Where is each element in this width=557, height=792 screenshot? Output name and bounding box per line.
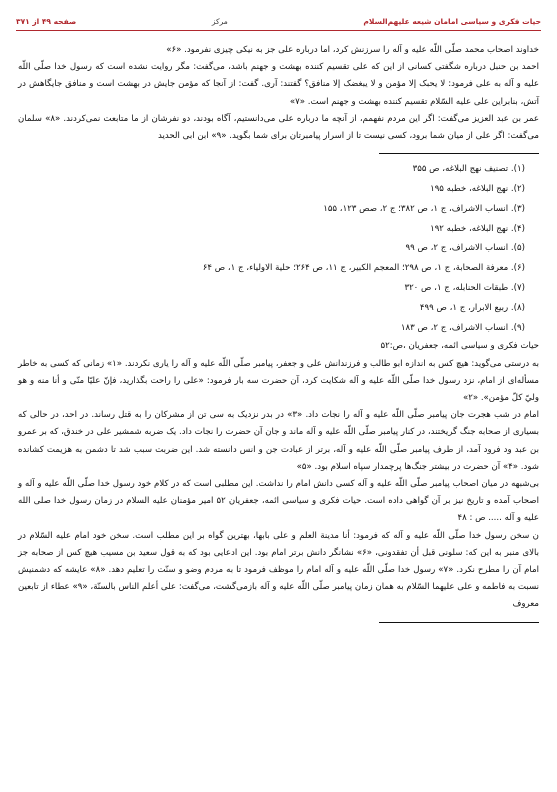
document-body — [18, 42, 539, 629]
footnote-item: (۱). تصنیف نهج البلاغه، ص ۳۵۵ — [412, 164, 525, 175]
footnote-item: (۹). انساب الاشراف، ج ۲، ص ۱۸۳ — [400, 322, 525, 333]
body-paragraph: امام در شب هجرت جان پیامبر صلّى اللّه علیه و آله را نجات داد. «۳» در بدر نزدیک به سى تن از مشرکان را به قتل رساند. در احد، در حالى که بسیارى از صحابه جنگ گریختند، در کنار پیامبر صلّى اللّه علیه و آله ماند و جان آن حضرت را نجات داد. یک ضربه شمشیر على در خندق، که بر عمرو بن عبد ود فرود آمد، از طرف پیامبر صلّى اللّه علیه و آله، برتر از عبادت جن و انس دانسته شد. این ضربت سبب شد تا دشمن به هزیمت کشانده شود. «۴» آن حضرت در بیشتر جنگ‌ها پرچمدار سپاه اسلام بود. «۵» — [18, 410, 539, 472]
page-header — [16, 14, 541, 28]
page-number: صفحه ۴۹ از ۳۷۱ — [16, 16, 77, 26]
header-divider — [16, 30, 541, 31]
footnote-item: (۸). ربیع الابرار، ج ۱، ص ۴۹۹ — [419, 302, 525, 313]
footnote-item: (۳). انساب الاشراف، ج ۱، ص ۳۸۲؛ ج ۲، صص ۱۲۳، ۱۵۵ — [323, 203, 525, 214]
footnote-divider — [379, 153, 539, 154]
body-paragraph: ن سخن رسول خدا صلّى اللّه علیه و آله که فرمود: أنا مدینة العلم و على بابها، بهترین گواه بر این مطلب است. سخن خود امام علیه السّلام در بالاى منبر به این که: سلونى قبل أن تفقدونى، «۶» نشانگر دانش برتر امام بود. این ادعایى بود که به قول سعید بن مسیب هیچ کس از صحابه جز امام آن را مطرح نکرد. «۷» رسول خدا صلّى اللّه علیه و آله امام را موظف فرمود تا به مردم وضو و سنّت را تعلیم دهد. «۸» عایشه که دشمنیش نسبت به فاطمه و على علیهما السّلام به همان زمان پیامبر صلّى اللّه علیه و آله بازمى‌گشت، مى‌گفت: على أعلم الناس بالسنّة، «۹» عطاء از تابعین معروف — [18, 530, 540, 610]
footnote-divider — [379, 622, 539, 623]
body-paragraph: عمر بن عبد العزیز مى‌گفت: اگر این مردم نفهمم، از آنچه ما درباره على مى‌دانستیم، آگاه بودند، دو نفرشان از ما متابعت نمى‌کردند. «۸» سلمان مى‌گفت: اگر على از میان شما برود، کسى نیست تا از اسرار پیامبرتان براى شما بگوید. «۹» ابن ابى الحدید — [18, 113, 539, 142]
footnote-item: (۷). طبقات الحنابله، ج ۱، ص ۳۲۰ — [404, 283, 525, 293]
footnote-item: (۲). نهج البلاغه، خطبه ۱۹۵ — [430, 184, 525, 195]
section-heading: حیات فکرى و سیاسى ائمه، جعفریان ،ص:۵۲ — [380, 341, 539, 352]
footnote-list — [18, 160, 539, 338]
body-paragraph: بى‌شبهه در میان اصحاب پیامبر صلّى اللّه علیه و آله کسى دانش امام را نداشت. این مطلبى است که در کلام خود رسول خدا صلّى اللّه علیه و آله و اصحاب آمده و تاریخ نیز بر آن گواهى داده است. حیات فکرى و سیاسى ائمه، جعفریان ۵۲ امیر مؤمنان علیه السلام در زمان رسول خدا صلى الله علیه و آله ..... ص : ۴۸ — [18, 479, 539, 524]
footnote-item: (۵). انساب الاشراف، ج ۲، ص ۹۹ — [405, 243, 525, 254]
body-paragraph: به درستى مى‌گوید: هیچ کس به اندازه ابو طالب و فرزندانش على و جعفر، پیامبر صلّى اللّه علیه و آله را یارى نکردند. «۱» زمانى که کسى به خاطر مسأله‌اى از امام، نزد رسول خدا صلّى اللّه علیه و آله شکایت کرد، آن حضرت سه بار فرمود: «على را راحت بگذارید، فإنّ عليّا منّى و أنا منه و هو وليّ كلّ مؤمن». «۲» — [18, 358, 539, 403]
publisher-label: مرکز — [211, 16, 228, 26]
footnote-item: (۶). معرفة الصحابة، ج ۱، ص ۲۹۸؛ المعجم الکبیر، ج ۱۱، ص ۲۶۴؛ حلیة الاولیاء، ج ۱، ص ۶۴ — [202, 263, 525, 274]
body-paragraph: خداوند اصحاب محمد صلّى اللّه علیه و آله را سرزنش کرد، اما درباره على جز به نیکى چیزى نفرمود. «۶» — [166, 45, 539, 55]
footnote-item: (۴). نهج البلاغه، خطبه ۱۹۲ — [430, 223, 525, 234]
body-paragraph: احمد بن حنبل درباره شگفتى کسانى از این که على تقسیم کننده بهشت و جهنم باشد، مى‌گفت: مگر روایت نشده است که رسول خدا صلّى اللّه علیه و آله به على فرمود: لا یحبک إلا مؤمن و لا یبغضک إلا منافق؟ گفتند: آرى. گفت: از آنجا که مؤمن جایش در بهشت است و منافق جایگاهش در آتش، بنابراین على علیه السّلام تقسیم کننده بهشت و جهنم است. «۷» — [18, 62, 539, 107]
book-title: حیات فکری و سیاسی امامان شیعه علیهم‌السلام — [363, 16, 541, 26]
